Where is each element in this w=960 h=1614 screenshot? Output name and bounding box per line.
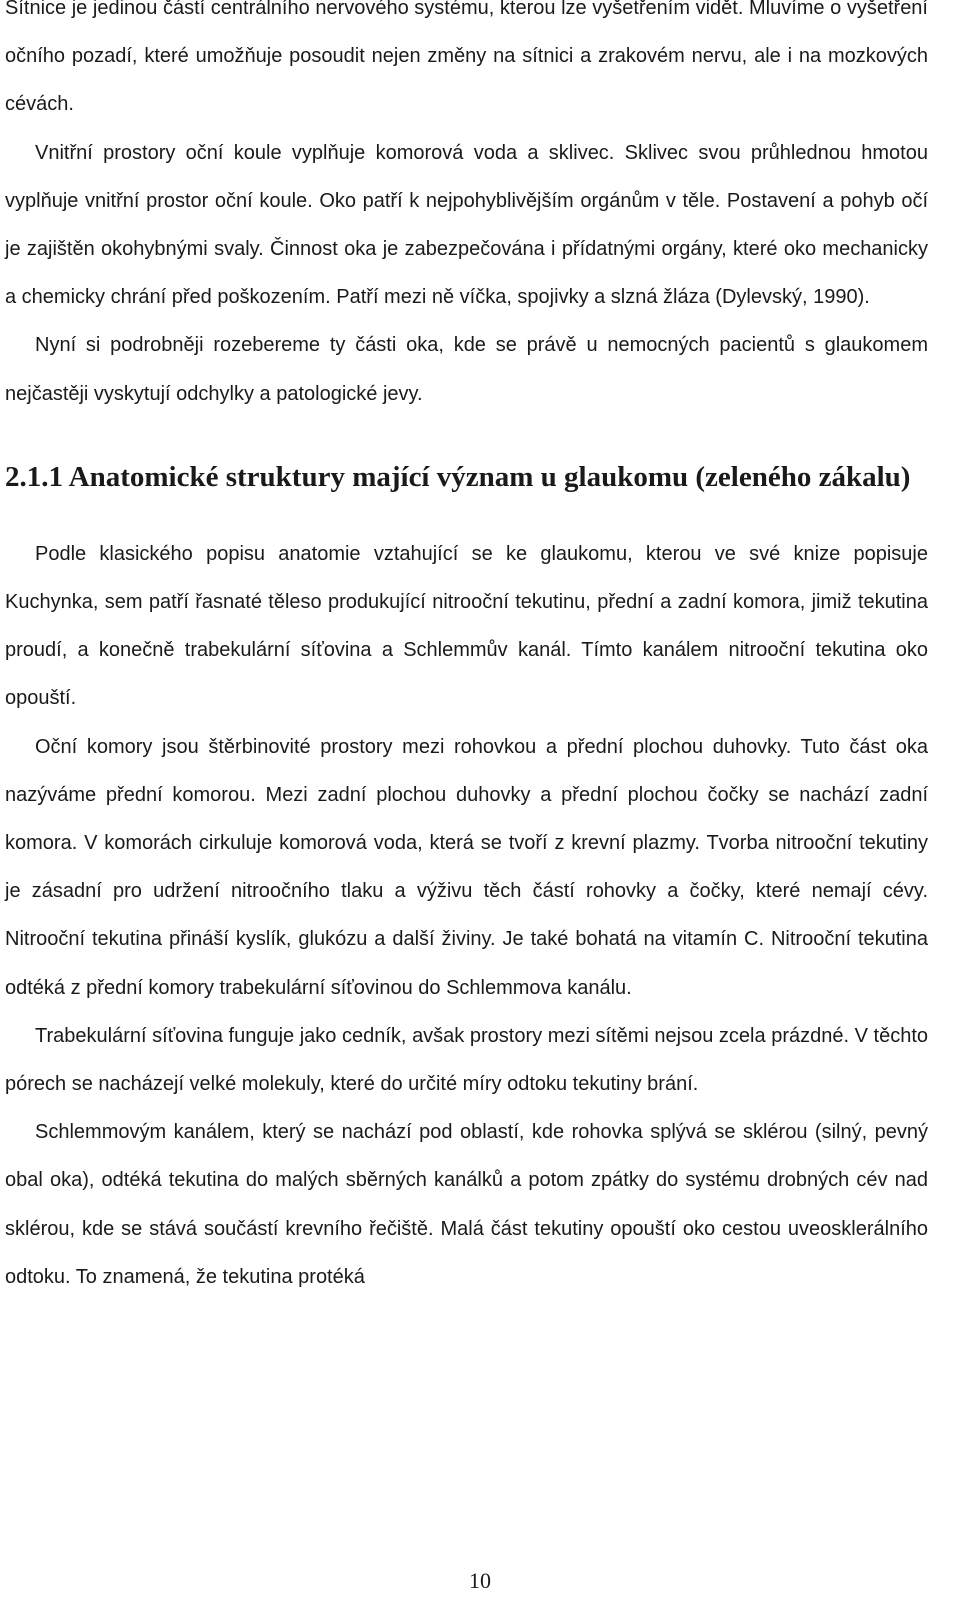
paragraph-eye-interior: Vnitřní prostory oční koule vyplňuje komorová voda a sklivec. Sklivec svou průhlednou hmotou vyplňuje vnitřní prostor oční koule. Oko patří k nejpohyblivějším orgánům v těle. Postavení a pohyb očí je zajištěn okohybnými svaly. Činnost oka je zabezpečována i přídatnými orgány, které oko mechanicky a chemicky chrání před poškozením. Patří mezi ně víčka, spojivky a slzná žláza (Dylevský, 1990). bbox=[5, 141, 928, 309]
paragraph-glaucoma-intro: Nyní si podrobněji rozebereme ty části oka, kde se právě u nemocných pacientů s glaukomem nejčastěji vyskytují odchylky a patologické jevy. bbox=[5, 334, 928, 405]
document-page bbox=[5, 0, 928, 1301]
paragraph-trabecular-meshwork: Trabekulární síťovina funguje jako cedník, avšak prostory mezi sítěmi nejsou zcela prázdné. V těchto pórech se nacházejí velké molekuly, které do určité míry odtoku tekutiny brání. bbox=[5, 1024, 928, 1096]
page-number: 10 bbox=[469, 1568, 491, 1593]
paragraph-retina: Sítnice je jedinou částí centrálního nervového systému, kterou lze vyšetřením vidět. Mluvíme o vyšetření očního pozadí, které umožňuje posoudit nejen změny na sítnici a zrakovém nervu, ale i na mozkových cévách. bbox=[5, 0, 928, 116]
paragraph-schlemm-canal: Schlemmovým kanálem, který se nachází pod oblastí, kde rohovka splývá se sklérou (silný, pevný obal oka), odtéká tekutina do malých sběrných kanálků a potom zpátky do systému drobných cév nad sklérou, kde se stává součástí krevního řečiště. Malá část tekutiny opouští oko cestou uveosklerálního odtoku. To znamená, že tekutina protéká bbox=[5, 1121, 928, 1288]
paragraph-anatomy: Podle klasického popisu anatomie vztahující se ke glaukomu, kterou ve své knize popisuje Kuchynka, sem patří řasnaté těleso produkující nitrooční tekutinu, přední a zadní komora, jimiž tekutina proudí, a konečně trabekulární síťovina a Schlemmův kanál. Tímto kanálem nitrooční tekutina oko opouští. bbox=[5, 542, 928, 710]
paragraph-eye-chambers: Oční komory jsou štěrbinovité prostory mezi rohovkou a přední plochou duhovky. Tuto část oka nazýváme přední komorou. Mezi zadní plochou duhovky a přední plochou čočky se nachází zadní komora. V komorách cirkuluje komorová voda, která se tvoří z krevní plazmy. Tvorba nitrooční tekutiny je zásadní pro udržení nitroočního tlaku a výživu těch částí rohovky a čočky, které nemají cévy. Nitrooční tekutina přináší kyslík, glukózu a další živiny. Je také bohatá na vitamín C. Nitrooční tekutina odtéká z přední komory trabekulární síťovinou do Schlemmova kanálu. bbox=[5, 735, 928, 999]
section-heading: 2.1.1 Anatomické struktury mající význam u glaukomu (zeleného zákalu) bbox=[5, 460, 911, 493]
